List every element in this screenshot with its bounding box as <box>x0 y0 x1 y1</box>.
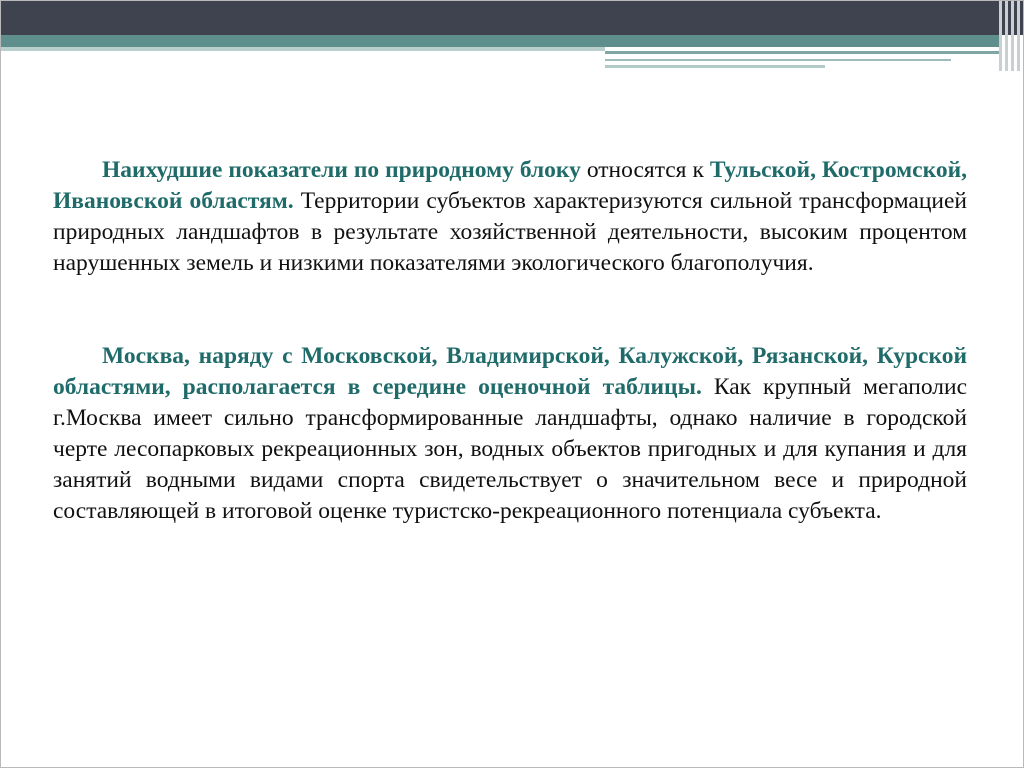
paragraph-1 <box>53 155 967 279</box>
header-accent-light <box>1 47 605 51</box>
decorative-stripes <box>997 1 1023 71</box>
slide-body <box>53 155 967 527</box>
header-accent-bar <box>1 35 1001 47</box>
paragraph-1-highlight-regions: Тульской, Костромской, Ивановской областям. <box>53 157 967 214</box>
header-bar <box>1 1 1024 35</box>
paragraph-2-highlight: Москва, наряду с Московской, Владимирской, Калужской, Рязанской, Курской областями, располагается в середине оценочной таблицы. <box>53 343 967 400</box>
header-accent-line <box>605 59 951 61</box>
paragraph-1-text-rest: Территории субъектов характеризуются сильной трансформацией природных ландшафтов в результате хозяйственной деятельности, высоким процентом нарушенных земель и низкими показателями экологического благополучия. <box>53 188 968 276</box>
header-accent-line <box>605 51 1001 54</box>
paragraph-2-text: Как крупный мегаполис г.Москва имеет сильно трансформированные ландшафты, однако наличие в городской черте лесопарковых рекреационных зон, водных объектов пригодных и для купания и для занятий водными видами спорта свидетельствует о значительном весе и природной составляющей в итоговой оценке туристско-рекреационного потенциала субъекта. <box>53 374 967 524</box>
paragraph-1-text: относятся к <box>580 157 710 183</box>
paragraph-1-highlight: Наихудшие показатели по природному блоку <box>102 157 581 183</box>
header-accent-line <box>605 65 825 68</box>
paragraph-2 <box>53 341 967 527</box>
